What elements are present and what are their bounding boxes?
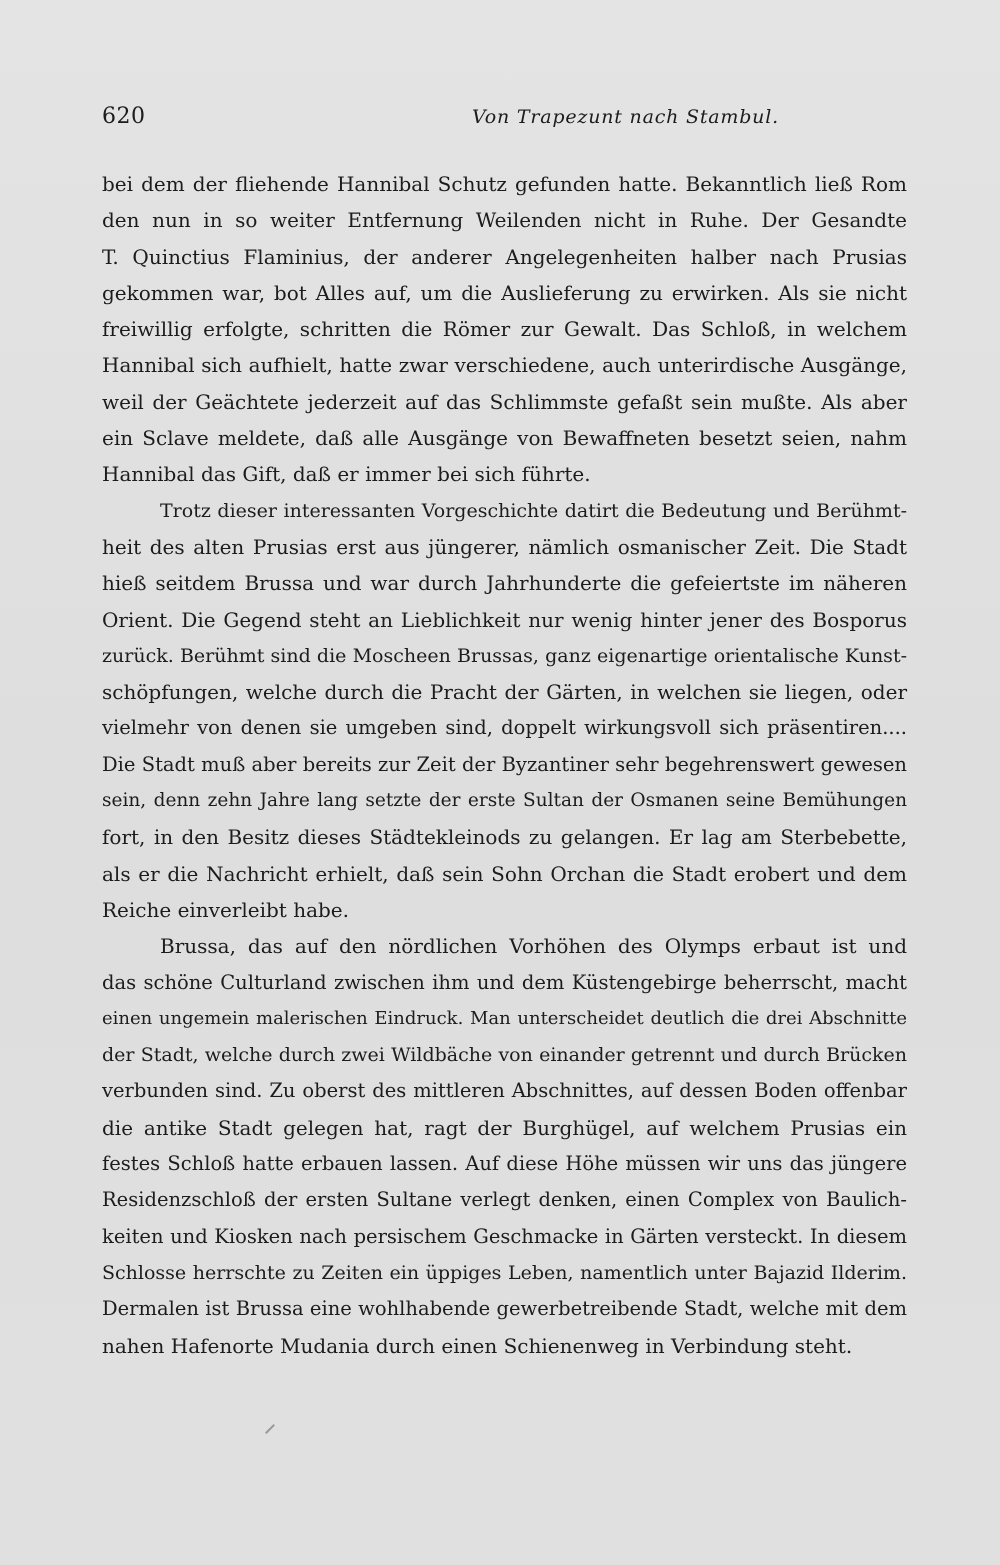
text-line: freiwillig erfolgte, schritten die Römer zur Gewalt. Das Schloß, in welchem [102, 317, 907, 342]
text-line: weil der Geächtete jederzeit auf das Schlimmste gefaßt sein mußte. Als aber [102, 389, 907, 414]
text-line: vielmehr von denen sie umgeben sind, doppelt wirkungsvoll sich präsentiren.... [102, 716, 907, 740]
pencil-mark [265, 1424, 275, 1434]
text-line: sein, denn zehn Jahre lang setzte der erste Sultan der Osmanen seine Bemühungen [102, 790, 907, 812]
running-title: Von Trapezunt nach Stambul. [472, 106, 779, 128]
paragraph-1 [102, 166, 907, 493]
text-line: gekommen war, bot Alles auf, um die Auslieferung zu erwirken. Als sie nicht [102, 280, 907, 305]
text-line: heit des alten Prusias erst aus jüngerer, nämlich osmanischer Zeit. Die Stadt [102, 534, 907, 559]
text-line: nahen Hafenorte Mudania durch einen Schienenweg in Verbindung steht. [102, 1333, 853, 1358]
paragraph-2 [102, 493, 907, 929]
text-line: das schöne Culturland zwischen ihm und dem Küstengebirge beherrscht, macht [102, 970, 907, 994]
body-text [102, 166, 907, 1364]
text-line: T. Quinctius Flaminius, der anderer Angelegenheiten halber nach Prusias [102, 244, 907, 269]
text-line: Hannibal das Gift, daß er immer bei sich führte. [102, 462, 591, 487]
text-line: keiten und Kiosken nach persischem Geschmacke in Gärten versteckt. In diesem [102, 1224, 907, 1248]
text-line: Reiche einverleibt habe. [102, 897, 350, 922]
text-line: ein Sclave meldete, daß alle Ausgänge von Bewaffneten besetzt seien, nahm [102, 426, 907, 451]
text-line: Dermalen ist Brussa eine wohlhabende gewerbetreibende Stadt, welche mit dem [102, 1297, 907, 1321]
paragraph-3 [102, 928, 907, 1364]
text-line: der Stadt, welche durch zwei Wildbäche von einander getrennt und durch Brücken [102, 1044, 907, 1067]
text-line: hieß seitdem Brussa und war durch Jahrhunderte die gefeiertste im näheren [102, 571, 907, 596]
text-line: Residenzschloß der ersten Sultane verlegt denken, einen Complex von Baulich- [102, 1188, 907, 1212]
text-line: fort, in den Besitz dieses Städtekleinods zu gelangen. Er lag am Sterbebette, [102, 825, 907, 850]
text-line: bei dem der fliehende Hannibal Schutz gefunden hatte. Bekanntlich ließ Rom [102, 172, 907, 196]
text-line: einen ungemein malerischen Eindruck. Man unterscheidet deutlich die drei Abschnitte [102, 1007, 907, 1029]
page-header [102, 104, 902, 140]
text-line: zurück. Berühmt sind die Moscheen Brussas, ganz eigenartige orientalische Kunst- [102, 644, 907, 667]
text-line: verbunden sind. Zu oberst des mittleren Abschnittes, auf dessen Boden offenbar [102, 1079, 907, 1103]
text-line: Orient. Die Gegend steht an Lieblichkeit nur wenig hinter jener des Bosporus [102, 607, 907, 632]
page-number: 620 [102, 104, 146, 129]
text-line: festes Schloß hatte erbauen lassen. Auf diese Höhe müssen wir uns das jüngere [102, 1152, 907, 1176]
text-line: die antike Stadt gelegen hat, ragt der Burghügel, auf welchem Prusias ein [102, 1115, 907, 1140]
text-line: Brussa, das auf den nördlichen Vorhöhen des Olymps erbaut ist und [160, 934, 907, 959]
text-line: als er die Nachricht erhielt, daß sein Sohn Orchan die Stadt erobert und dem [102, 861, 907, 886]
text-line: schöpfungen, welche durch die Pracht der Gärten, in welchen sie liegen, oder [102, 680, 907, 705]
text-line: Schlosse herrschte zu Zeiten ein üppiges Leben, namentlich unter Bajazid Ilderim. [102, 1261, 907, 1284]
text-line: Hannibal sich aufhielt, hatte zwar verschiedene, auch unterirdische Ausgänge, [102, 353, 907, 378]
text-line: Die Stadt muß aber bereits zur Zeit der Byzantiner sehr begehrenswert gewesen [102, 752, 907, 776]
text-line: Trotz dieser interessanten Vorgeschichte datirt die Bedeutung und Berühmt- [160, 499, 907, 522]
text-line: den nun in so weiter Entfernung Weilenden nicht in Ruhe. Der Gesandte [102, 208, 907, 233]
